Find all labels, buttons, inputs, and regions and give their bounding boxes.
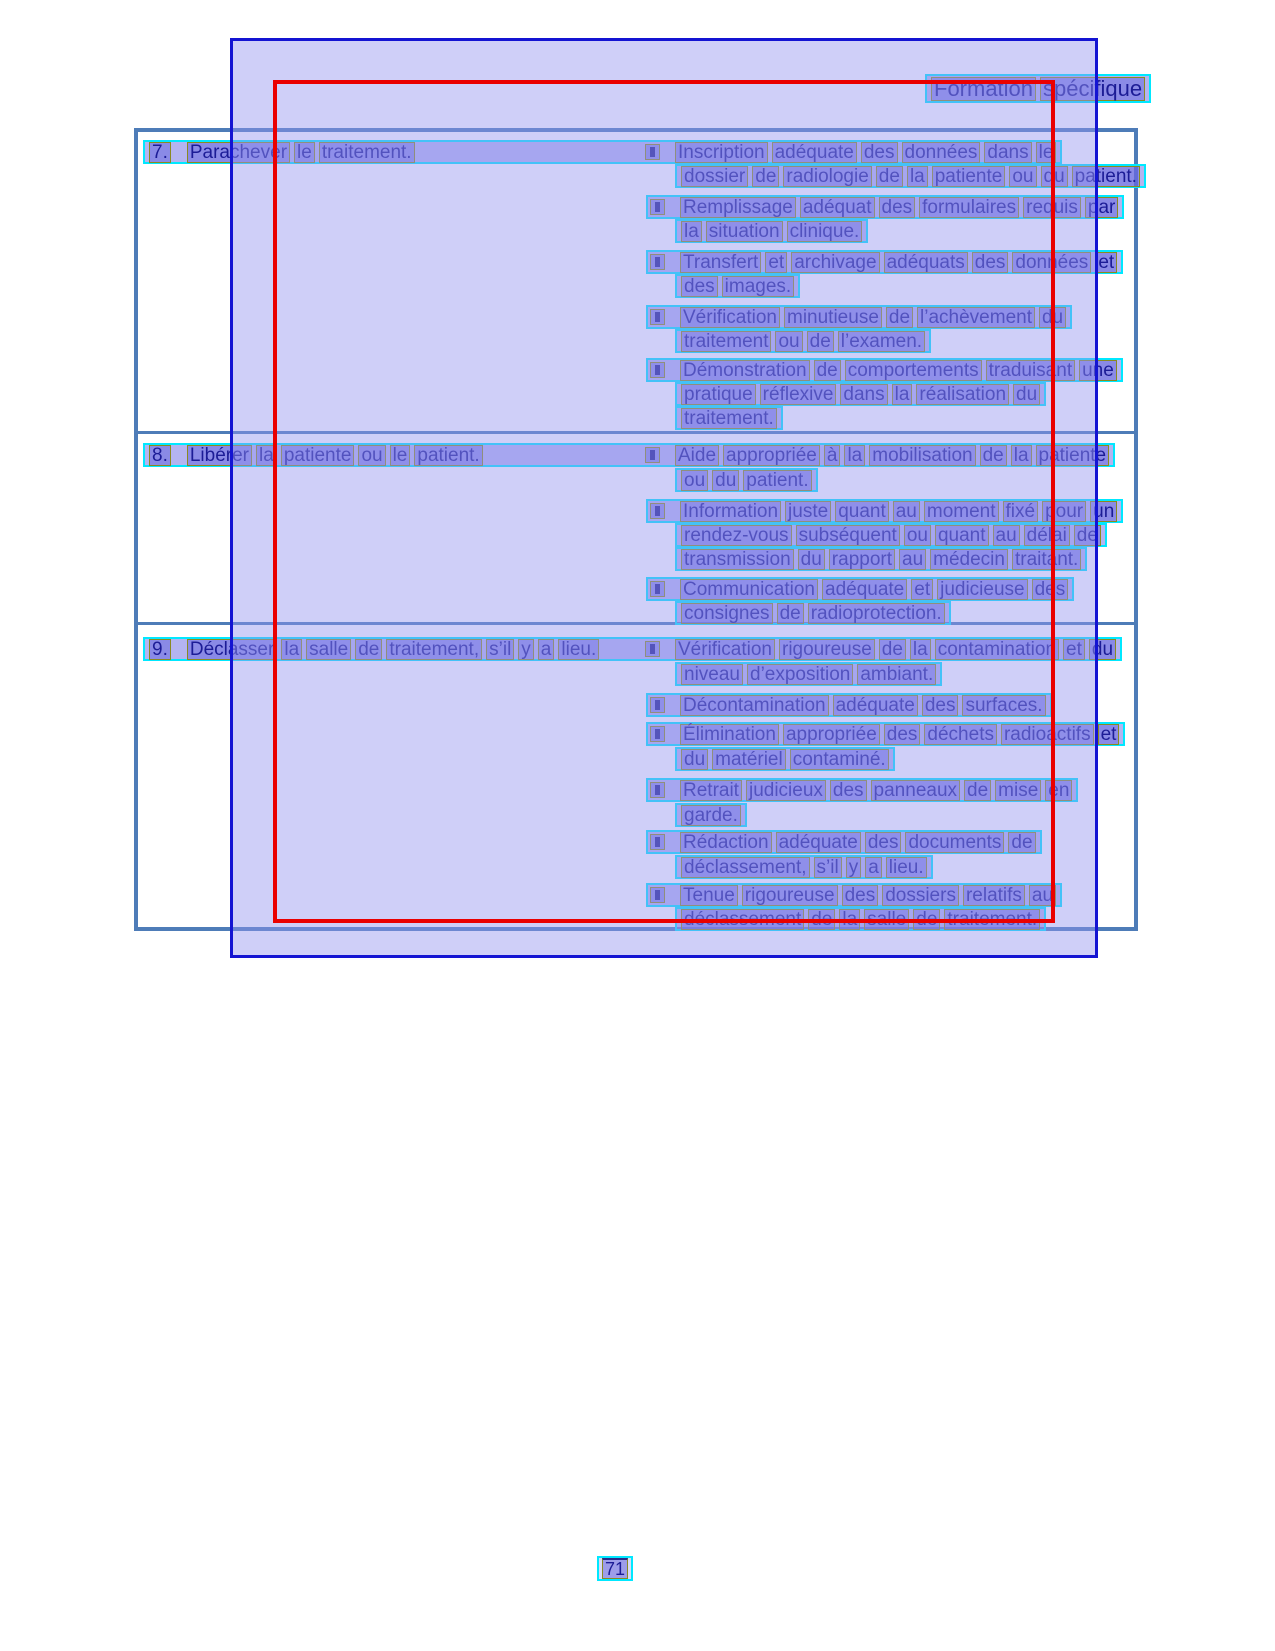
ocr-word: de [752, 166, 779, 187]
ocr-line [675, 274, 800, 298]
ocr-word: des [884, 724, 921, 745]
ocr-word: de [355, 639, 382, 660]
ocr-word: radioprotection. [808, 603, 945, 624]
ocr-word: déchets [924, 724, 997, 745]
ocr-word: patient. [1072, 166, 1140, 187]
ocr-word: 8. [149, 445, 171, 466]
ocr-word: et [1098, 724, 1120, 745]
ocr-word: de [876, 166, 903, 187]
ocr-word: la [256, 445, 277, 466]
ocr-word: radioactifs [1001, 724, 1094, 745]
ocr-word: déclassement [681, 909, 804, 930]
ocr-word: au [893, 501, 920, 522]
ocr-word: Vérification [675, 639, 775, 660]
ocr-line [675, 747, 895, 771]
bullet-icon [645, 447, 660, 463]
ocr-word: de [913, 909, 940, 930]
bullet-icon [650, 503, 665, 519]
bullet-icon [650, 309, 665, 325]
ocr-word: a [865, 857, 882, 878]
ocr-word: Transfert [680, 252, 761, 273]
ocr-word: adéquate [822, 579, 907, 600]
ocr-word: la [892, 384, 913, 405]
ocr-word: des [842, 885, 879, 906]
ocr-word: patiente [1036, 445, 1110, 466]
ocr-word: ou [775, 331, 802, 352]
ocr-word: d’exposition [747, 664, 853, 685]
ocr-word: et [1063, 639, 1085, 660]
ocr-word: du [712, 470, 739, 491]
ocr-line [646, 778, 1078, 802]
ocr-word: fixé [1003, 501, 1039, 522]
bullet-icon [650, 362, 665, 378]
ocr-word: et [765, 252, 787, 273]
ocr-word: traitant. [1012, 549, 1081, 570]
ocr-word: Déclasser [187, 639, 277, 660]
ocr-word: de [808, 909, 835, 930]
ocr-line [646, 499, 1123, 523]
ocr-word: du [798, 549, 825, 570]
ocr-word: Communication [680, 579, 818, 600]
ocr-word: la [910, 639, 931, 660]
ocr-word: une [1079, 360, 1117, 381]
bullet-glyph [650, 147, 655, 157]
ocr-line [675, 382, 1046, 406]
ocr-word: Aide [675, 445, 719, 466]
ocr-word: de [814, 360, 841, 381]
ocr-word: des [865, 832, 902, 853]
ocr-word: la [1011, 445, 1032, 466]
ocr-word: radiologie [783, 166, 871, 187]
bullet-glyph [650, 450, 655, 460]
ocr-word: Démonstration [680, 360, 810, 381]
ocr-word: adéquate [776, 832, 861, 853]
ocr-word: du [1041, 166, 1068, 187]
bullet-glyph [650, 644, 655, 654]
ocr-line [675, 329, 931, 353]
ocr-word: juste [785, 501, 831, 522]
ocr-word: réalisation [916, 384, 1009, 405]
ocr-line [646, 195, 1124, 219]
ocr-line [646, 883, 1062, 907]
bullet-icon [650, 199, 665, 215]
ocr-word: des [1032, 579, 1069, 600]
ocr-word: lieu. [886, 857, 927, 878]
ocr-word: dossiers [882, 885, 959, 906]
ocr-word: ambiant. [857, 664, 936, 685]
bullet-glyph [655, 506, 660, 516]
ocr-word: des [861, 142, 898, 163]
ocr-word: relatifs [963, 885, 1025, 906]
bullet-icon [650, 697, 665, 713]
bullet-glyph [655, 729, 660, 739]
ocr-word: dans [984, 142, 1031, 163]
ocr-word: pour [1042, 501, 1086, 522]
ocr-line [675, 601, 951, 625]
ocr-line [646, 722, 1125, 746]
ocr-line [143, 140, 1062, 164]
ocr-word: Information [680, 501, 781, 522]
ocr-word: patiente [281, 445, 355, 466]
bullet-icon [650, 254, 665, 270]
ocr-word: Rédaction [680, 832, 772, 853]
ocr-line [646, 693, 1052, 717]
bullet-glyph [655, 837, 660, 847]
ocr-word: patient. [743, 470, 811, 491]
ocr-word: rigoureuse [779, 639, 875, 660]
ocr-word: y [518, 639, 534, 660]
ocr-word: s’il [814, 857, 842, 878]
ocr-word: subséquent [796, 525, 900, 546]
ocr-line [675, 547, 1087, 571]
ocr-word: au [899, 549, 926, 570]
ocr-word: clinique. [787, 221, 863, 242]
ocr-word: ou [1009, 166, 1036, 187]
ocr-word: quant [835, 501, 889, 522]
ocr-word: contamination [935, 639, 1059, 660]
bullet-glyph [655, 785, 660, 795]
ocr-word: spécifique [1040, 77, 1145, 101]
ocr-line [646, 250, 1123, 274]
ocr-word: et [911, 579, 933, 600]
ocr-word: du [1089, 639, 1116, 660]
ocr-word: du [681, 749, 708, 770]
ocr-line [675, 907, 1046, 931]
bullet-glyph [655, 700, 660, 710]
ocr-word: de [1074, 525, 1101, 546]
ocr-word: traitement. [681, 408, 777, 429]
ocr-word: contaminé. [790, 749, 889, 770]
ocr-line [675, 468, 818, 492]
ocr-word: salle [864, 909, 909, 930]
ocr-word: l’examen. [838, 331, 925, 352]
ocr-word: minutieuse [784, 307, 882, 328]
ocr-word: ou [904, 525, 931, 546]
ocr-word: données [902, 142, 981, 163]
ocr-word: réflexive [760, 384, 837, 405]
ocr-word: judicieuse [937, 579, 1028, 600]
ocr-line [675, 523, 1107, 547]
ocr-word: à [824, 445, 841, 466]
ocr-word: situation [706, 221, 783, 242]
ocr-word: par [1085, 197, 1118, 218]
bullet-icon [645, 144, 660, 160]
ocr-word: traitement. [944, 909, 1040, 930]
ocr-word: transmission [681, 549, 794, 570]
ocr-word: en [1045, 780, 1072, 801]
ocr-line [646, 358, 1123, 382]
ocr-word: images. [722, 276, 795, 297]
bullet-glyph [655, 365, 660, 375]
ocr-word: 7. [149, 142, 171, 163]
bullet-icon [650, 782, 665, 798]
bullet-icon [650, 887, 665, 903]
ocr-word: Élimination [680, 724, 779, 745]
ocr-word: traduisant [986, 360, 1075, 381]
bullet-icon [645, 641, 660, 657]
ocr-word: patient. [414, 445, 482, 466]
bullet-icon [650, 834, 665, 850]
ocr-word: Formation [931, 77, 1036, 101]
ocr-word: patiente [932, 166, 1006, 187]
ocr-word: de [964, 780, 991, 801]
ocr-word: l’achèvement [917, 307, 1035, 328]
page-header-line [925, 74, 1151, 103]
page-number [597, 1556, 633, 1581]
ocr-word: Tenue [680, 885, 738, 906]
ocr-word: des [879, 197, 916, 218]
ocr-word: salle [306, 639, 351, 660]
ocr-word: quant [935, 525, 989, 546]
ocr-word: a [538, 639, 555, 660]
task-cell-text [147, 639, 645, 660]
ocr-word: matériel [712, 749, 786, 770]
ocr-word: rigoureuse [742, 885, 838, 906]
ocr-word: dossier [681, 166, 748, 187]
ocr-line [143, 637, 1122, 661]
ocr-word: de [777, 603, 804, 624]
ocr-word: un [1090, 501, 1117, 522]
ocr-word: le [1036, 142, 1057, 163]
ocr-word: au [1029, 885, 1056, 906]
ocr-line [646, 305, 1072, 329]
ocr-word: traitement, [386, 639, 482, 660]
ocr-word: comportements [845, 360, 982, 381]
ocr-word: le [390, 445, 411, 466]
ocr-word: Libérer [187, 445, 252, 466]
ocr-word: de [886, 307, 913, 328]
ocr-line [675, 164, 1146, 188]
ocr-word: mobilisation [869, 445, 975, 466]
ocr-word: appropriée [783, 724, 880, 745]
ocr-word: adéquate [833, 695, 918, 716]
bullet-glyph [655, 312, 660, 322]
ocr-word: adéquate [772, 142, 857, 163]
bullet-glyph [655, 584, 660, 594]
bullet-glyph [655, 202, 660, 212]
ocr-word: Parachever [187, 142, 290, 163]
ocr-word: et [1095, 252, 1117, 273]
table-row-separator [138, 431, 1134, 434]
ocr-word: des [681, 276, 718, 297]
task-cell-text [147, 445, 645, 466]
ocr-line [675, 406, 783, 430]
ocr-word: Inscription [675, 142, 768, 163]
ocr-word: documents [905, 832, 1004, 853]
ocr-word: panneaux [871, 780, 960, 801]
ocr-word: judicieux [746, 780, 826, 801]
ocr-word: requis [1023, 197, 1081, 218]
ocr-word: ou [358, 445, 385, 466]
ocr-word: le [294, 142, 315, 163]
ocr-word: rapport [829, 549, 895, 570]
ocr-word: Vérification [680, 307, 780, 328]
ocr-word: adéquats [884, 252, 968, 273]
ocr-line [675, 803, 747, 827]
ocr-word: médecin [930, 549, 1008, 570]
ocr-line [646, 577, 1074, 601]
ocr-word: la [281, 639, 302, 660]
ocr-word: lieu. [558, 639, 599, 660]
task-cell-text [147, 142, 645, 163]
ocr-line [675, 219, 868, 243]
ocr-line [675, 855, 933, 879]
table-row-separator [138, 622, 1134, 625]
ocr-word: délai [1024, 525, 1070, 546]
ocr-word: des [922, 695, 959, 716]
ocr-word: appropriée [723, 445, 820, 466]
ocr-word: données [1012, 252, 1091, 273]
ocr-word: 71 [602, 1558, 628, 1579]
ocr-word: ou [681, 470, 708, 491]
ocr-word: adéquat [800, 197, 875, 218]
ocr-word: des [972, 252, 1009, 273]
ocr-word: archivage [791, 252, 879, 273]
ocr-word: pratique [681, 384, 756, 405]
ocr-word: rendez-vous [681, 525, 792, 546]
ocr-word: la [907, 166, 928, 187]
ocr-word: traitement. [319, 142, 415, 163]
ocr-word: dans [840, 384, 887, 405]
ocr-word: de [980, 445, 1007, 466]
bullet-icon [650, 581, 665, 597]
ocr-word: surfaces. [962, 695, 1045, 716]
ocr-line [675, 662, 942, 686]
ocr-word: déclassement, [681, 857, 810, 878]
ocr-word: formulaires [919, 197, 1019, 218]
ocr-word: 9. [149, 639, 171, 660]
ocr-word: moment [924, 501, 999, 522]
ocr-word: Remplissage [680, 197, 796, 218]
ocr-word: traitement [681, 331, 771, 352]
ocr-word: mise [995, 780, 1041, 801]
ocr-word: niveau [681, 664, 743, 685]
bullet-glyph [655, 257, 660, 267]
ocr-word: la [681, 221, 702, 242]
bullet-glyph [655, 890, 660, 900]
ocr-word: de [879, 639, 906, 660]
ocr-word: garde. [681, 805, 741, 826]
ocr-word: Retrait [680, 780, 742, 801]
ocr-word: Décontamination [680, 695, 829, 716]
ocr-word: la [844, 445, 865, 466]
bullet-icon [650, 726, 665, 742]
ocr-word: des [830, 780, 867, 801]
ocr-word: du [1013, 384, 1040, 405]
ocr-word: au [993, 525, 1020, 546]
ocr-word: de [1008, 832, 1035, 853]
ocr-word: la [839, 909, 860, 930]
ocr-word: consignes [681, 603, 773, 624]
ocr-line [143, 443, 1115, 467]
ocr-line [646, 830, 1042, 854]
ocr-word: y [846, 857, 862, 878]
ocr-word: s’il [486, 639, 514, 660]
ocr-word: du [1039, 307, 1066, 328]
ocr-word: de [807, 331, 834, 352]
